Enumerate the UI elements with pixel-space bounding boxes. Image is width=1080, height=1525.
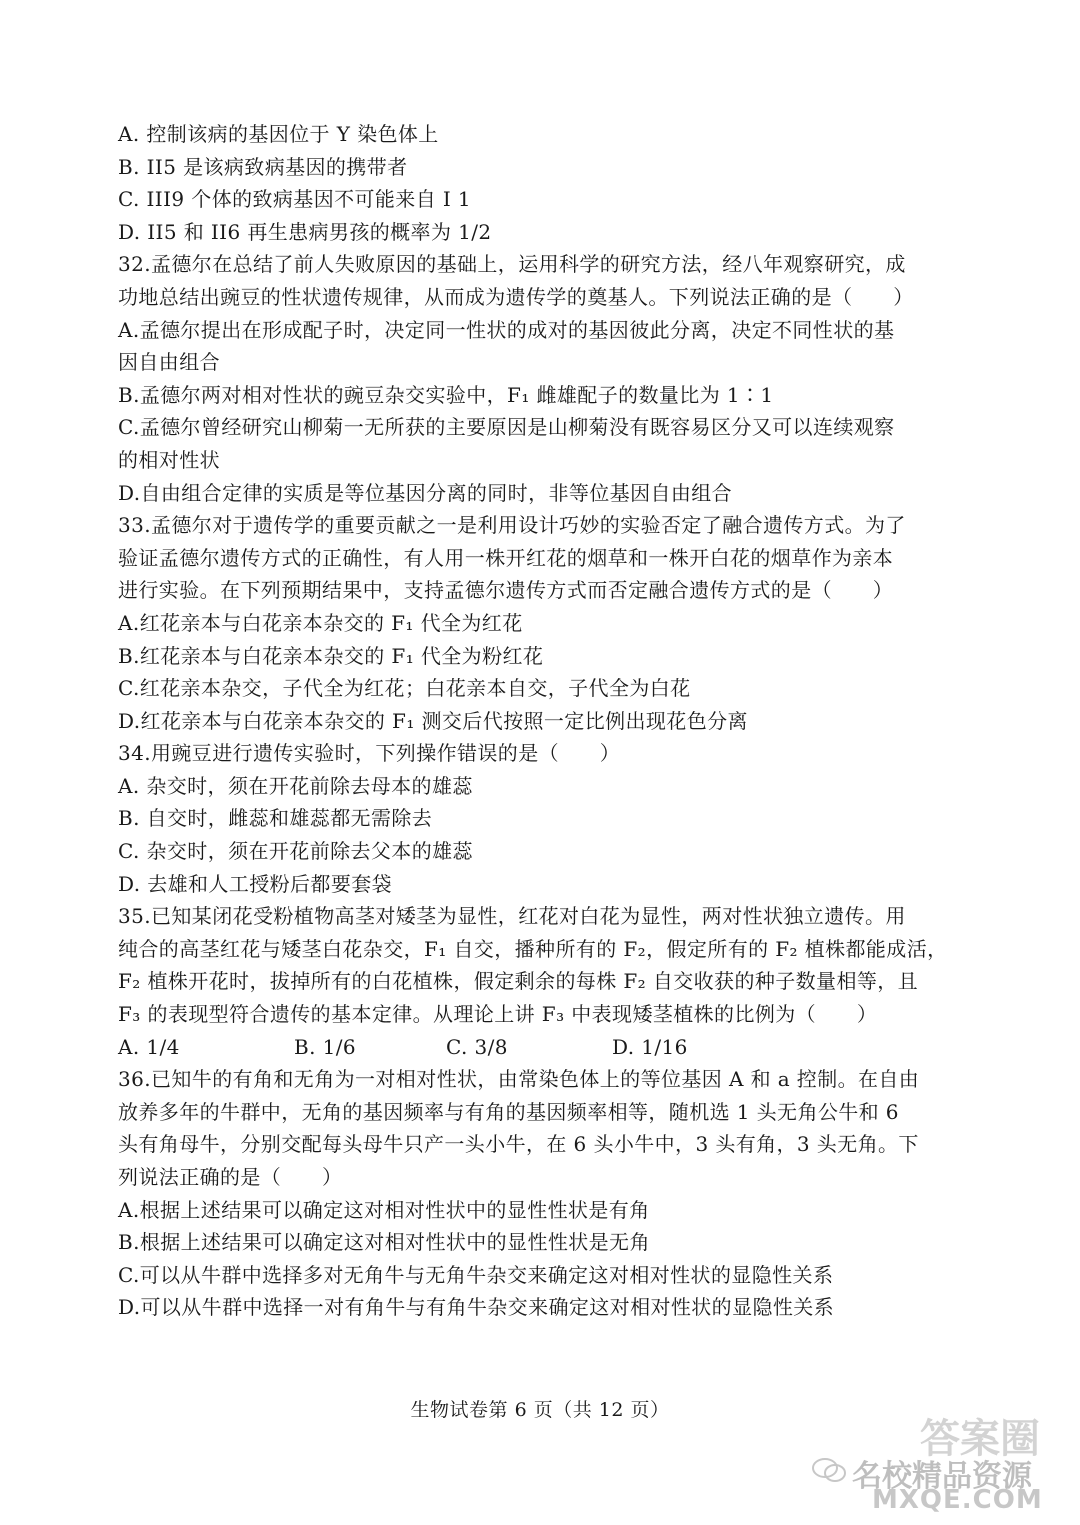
wechat-icon (812, 1457, 846, 1483)
q35-option-c: C. 3/8 (446, 1034, 508, 1059)
text-line: C. 杂交时，须在开花前除去父本的雄蕊 (118, 839, 473, 864)
q35-options (118, 1031, 968, 1064)
text-line: A. 杂交时，须在开花前除去母本的雄蕊 (118, 773, 473, 798)
text-line: 进行实验。在下列预期结果中，支持孟德尔遗传方式而否定融合遗传方式的是（ ） (118, 578, 894, 603)
text-line: C. III9 个体的致病基因不可能来自 I 1 (118, 187, 472, 212)
text-line: 纯合的高茎红花与矮茎白花杂交，F₁ 自交，播种所有的 F₂，假定所有的 F₂ 植株都能成活， (118, 936, 948, 961)
text-line: 因自由组合 (118, 350, 220, 375)
text-line: 34.用豌豆进行遗传实验时，下列操作错误的是（ ） (118, 741, 621, 766)
text-line: B.孟德尔两对相对性状的豌豆杂交实验中，F₁ 雌雄配子的数量比为 1∶1 (118, 382, 774, 407)
text-line: F₃ 的表现型符合遗传的基本定律。从理论上讲 F₃ 中表现矮茎植株的比例为（ ） (118, 1002, 878, 1027)
text-line: D. 去雄和人工授粉后都要套袋 (118, 871, 393, 896)
q35-option-d: D. 1/16 (612, 1034, 688, 1059)
q35-option-b: B. 1/6 (294, 1034, 356, 1059)
watermark-site: MXQE.COM (872, 1485, 1043, 1515)
text-line: A.孟德尔提出在形成配子时，决定同一性状的成对的基因彼此分离，决定不同性状的基 (118, 317, 895, 342)
question-lines-36 (118, 1063, 968, 1324)
text-line: D.可以从牛群中选择一对有角牛与有角牛杂交来确定这对相对性状的显隐性关系 (118, 1295, 835, 1320)
exam-page-content (118, 118, 968, 1324)
text-line: 35.已知某闭花受粉植物高茎对矮茎为显性，红花对白花为显性，两对性状独立遗传。用 (118, 904, 906, 929)
text-line: A.根据上述结果可以确定这对相对性状中的显性性状是有角 (118, 1197, 650, 1222)
page-footer: 生物试卷第 6 页（共 12 页） (410, 1399, 670, 1421)
watermark (812, 1407, 1052, 1517)
text-line: B. 自交时，雌蕊和雄蕊都无需除去 (118, 806, 433, 831)
watermark-text: 名校精品资源 (852, 1459, 1032, 1494)
text-line: 36.已知牛的有角和无角为一对相对性状，由常染色体上的等位基因 A 和 a 控制。在自由 (118, 1067, 920, 1092)
text-line: 验证孟德尔遗传方式的正确性，有人用一株开红花的烟草和一株开白花的烟草作为亲本 (118, 545, 894, 570)
text-line: B.红花亲本与白花亲本杂交的 F₁ 代全为粉红花 (118, 643, 544, 668)
text-line: 的相对性状 (118, 447, 220, 472)
text-line: 头有角母牛，分别交配每头母牛只产一头小牛，在 6 头小牛中，3 头有角，3 头无角。下 (118, 1132, 919, 1157)
text-line: D.红花亲本与白花亲本杂交的 F₁ 测交后代按照一定比例出现花色分离 (118, 708, 748, 733)
text-line: C.红花亲本杂交，子代全为红花；白花亲本自交，子代全为白花 (118, 676, 691, 701)
text-line: 放养多年的牛群中，无角的基因频率与有角的基因频率相等，随机选 1 头无角公牛和 6 (118, 1099, 899, 1124)
text-line: F₂ 植株开花时，拔掉所有的白花植株，假定剩余的每株 F₂ 自交收获的种子数量相等，且 (118, 969, 919, 994)
text-line: 列说法正确的是（ ） (118, 1165, 343, 1189)
watermark-logo: 答案圈 (920, 1416, 1040, 1462)
text-line: B. II5 是该病致病基因的携带者 (118, 154, 408, 179)
text-line: C.可以从牛群中选择多对无角牛与无角牛杂交来确定这对相对性状的显隐性关系 (118, 1262, 834, 1287)
text-line: D. II5 和 II6 再生患病男孩的概率为 1/2 (118, 219, 492, 244)
text-line: 功地总结出豌豆的性状遗传规律，从而成为遗传学的奠基人。下列说法正确的是（ ） (118, 284, 914, 309)
text-line: C.孟德尔曾经研究山柳菊一无所获的主要原因是山柳菊没有既容易区分又可以连续观察 (118, 415, 895, 440)
q35-option-a: A. 1/4 (118, 1034, 180, 1059)
question-lines-31-35 (118, 118, 968, 1031)
text-line: 33.孟德尔对于遗传学的重要贡献之一是利用设计巧妙的实验否定了融合遗传方式。为了 (118, 513, 906, 538)
text-line: A. 控制该病的基因位于 Y 染色体上 (118, 122, 439, 146)
text-line: D.自由组合定律的实质是等位基因分离的同时，非等位基因自由组合 (118, 480, 733, 505)
text-line: 32.孟德尔在总结了前人失败原因的基础上，运用科学的研究方法，经八年观察研究，成 (118, 252, 906, 277)
text-line: B.根据上述结果可以确定这对相对性状中的显性性状是无角 (118, 1230, 650, 1255)
text-line: A.红花亲本与白花亲本杂交的 F₁ 代全为红花 (118, 610, 523, 635)
